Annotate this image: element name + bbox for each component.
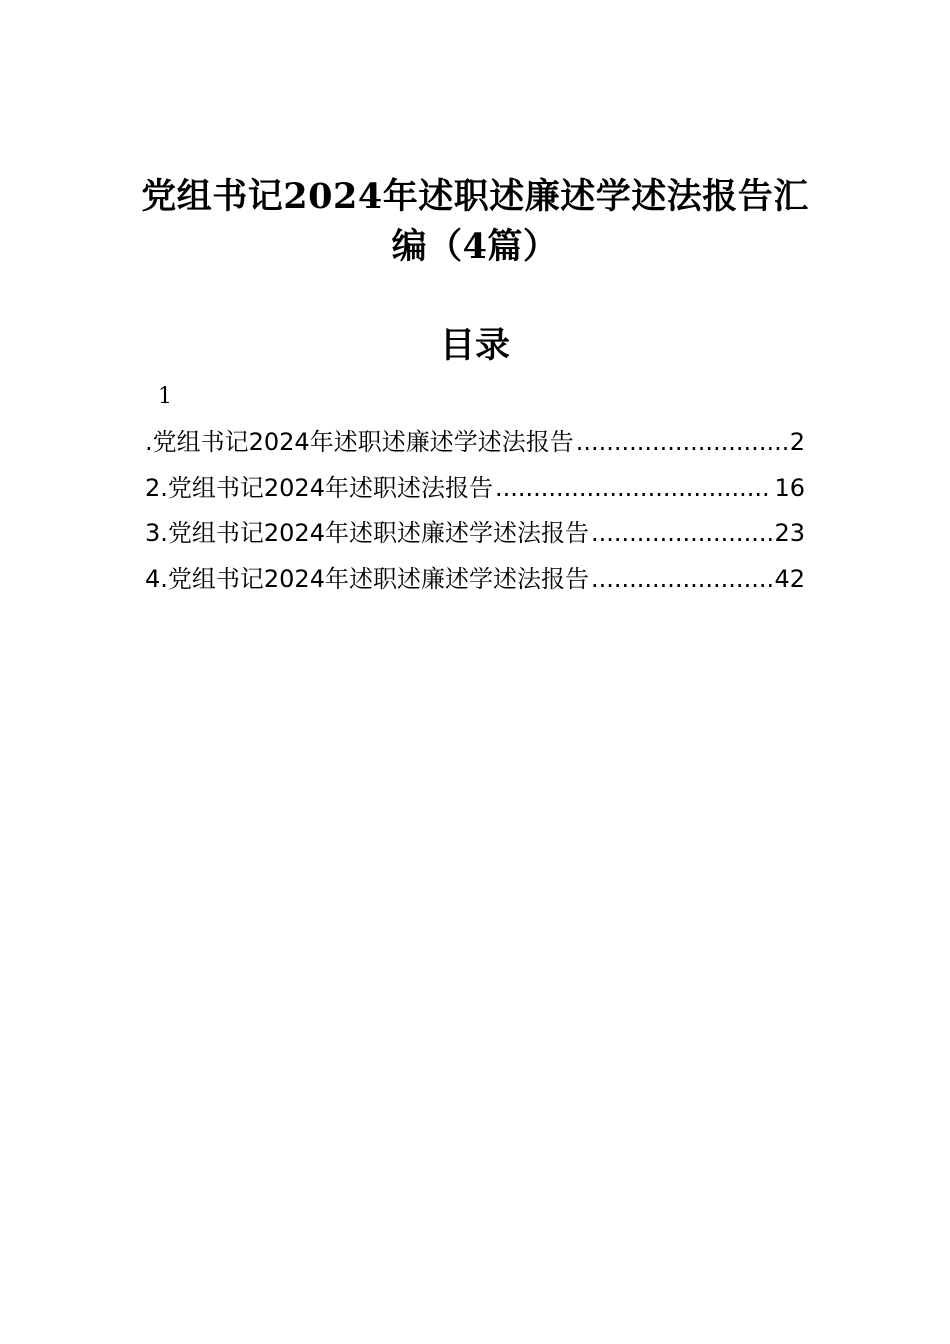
toc-entry-3[interactable] [145,511,805,557]
toc-entry-4[interactable] [145,557,805,603]
toc-heading: 目录 [439,325,510,366]
toc-entry-page: 2 [789,428,805,456]
table-of-contents [145,420,805,602]
toc-entry-label: 4.党组书记2024年述职述廉述学述法报告 [145,564,589,593]
toc-entry-page: 23 [774,519,805,547]
toc-dot-leader [591,557,772,602]
toc-dot-leader [495,466,772,511]
toc-entry-page: 16 [774,473,805,502]
document-title [120,172,830,272]
toc-dot-leader [591,511,772,556]
document-title-line-2: 编（4篇） [391,226,559,267]
toc-entry-1[interactable] [145,420,805,466]
toc-entry-label: .党组书记2024年述职述廉述学述法报告 [145,428,574,456]
toc-dot-leader [576,420,788,465]
toc-entry-label: 2.党组书记2024年述职述法报告 [145,473,493,502]
toc-entry-2[interactable] [145,466,805,512]
toc-stray-number: 1 [158,384,172,409]
document-title-line-1: 党组书记2024年述职述廉述学述法报告汇 [141,176,809,217]
toc-entry-label: 3.党组书记2024年述职述廉述学述法报告 [145,519,589,547]
toc-entry-page: 42 [774,564,805,593]
